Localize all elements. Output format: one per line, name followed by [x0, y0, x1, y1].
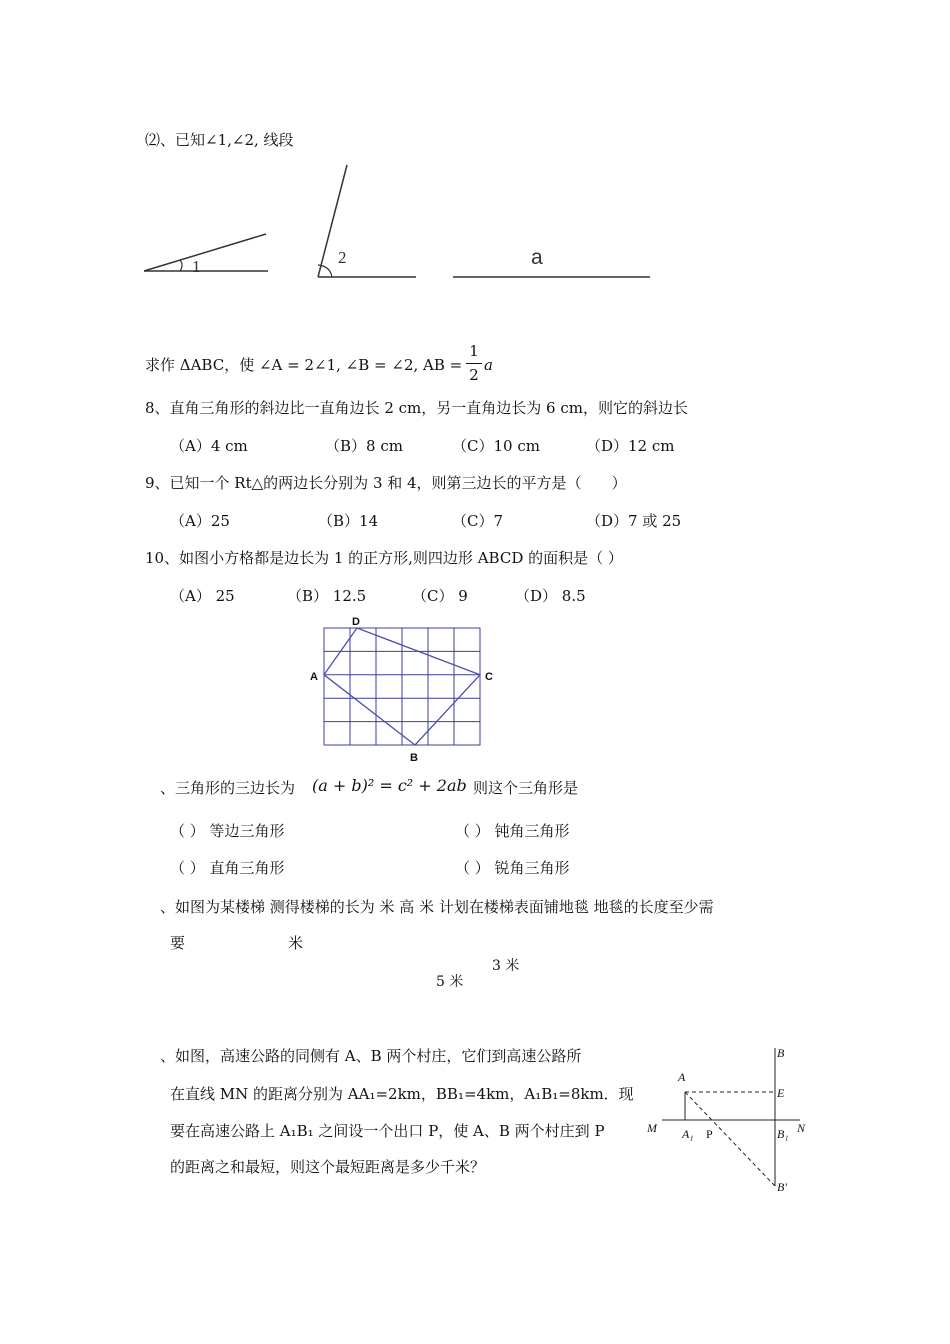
- q8-option-d: （D）12 cm: [586, 437, 675, 455]
- segment-a-figure: [450, 240, 655, 280]
- q13-label-a1: A₁: [682, 1127, 694, 1141]
- q13-line2: 在直线 MN 的距离分别为 AA₁=2km，BB₁=4km，A₁B₁=8km．现: [170, 1085, 634, 1103]
- q13-label-a: A: [678, 1070, 686, 1084]
- q8-option-b: （B）8 cm: [325, 437, 403, 455]
- q13-label-m: M: [647, 1121, 657, 1135]
- q13-label-e: E: [777, 1086, 785, 1100]
- q2-fraction-denominator: 2: [469, 366, 479, 384]
- q11-suffix: 则这个三角形是: [473, 779, 579, 797]
- q10-text: 10、如图小方格都是边长为 1 的正方形,则四边形 ABCD 的面积是（ ）: [145, 549, 623, 567]
- q8-text: 8、直角三角形的斜边比一直角边长 2 cm，另一直角边长为 6 cm，则它的斜边长: [145, 399, 688, 417]
- q11-option-2: （ ） 钝角三角形: [455, 822, 570, 840]
- q11-option-3: （ ） 直角三角形: [170, 859, 285, 877]
- q11-formula: (a + b)² = c² + 2ab: [312, 776, 467, 795]
- q12-height-label: 3 米: [492, 958, 520, 974]
- q13-label-b: B: [777, 1046, 785, 1060]
- q13-line1: 、如图，高速公路的同侧有 A、B 两个村庄，它们到高速公路所: [160, 1047, 582, 1065]
- q12-line2-a: 要: [170, 934, 186, 952]
- q12-length-label: 5 米: [436, 974, 464, 990]
- q2-fraction-bar: [466, 363, 482, 364]
- angle-2-figure: [310, 160, 420, 280]
- q9-text: 9、已知一个 Rt△的两边长分别为 3 和 4，则第三边长的平方是（ ）: [145, 474, 627, 492]
- q10-option-b: （B） 12.5: [287, 587, 367, 605]
- q12-line1: 、如图为某楼梯 测得楼梯的长为 米 高 米 计划在楼梯表面铺地毯 地毯的长度至少需: [160, 898, 714, 916]
- q9-option-b: （B）14: [318, 512, 379, 530]
- q12-line2-b: 米: [288, 934, 304, 952]
- q11-option-4: （ ） 锐角三角形: [455, 859, 570, 877]
- q10-label-b: B: [410, 752, 418, 764]
- q10-grid-figure: [305, 612, 505, 767]
- angle-1-label: 1: [192, 257, 201, 276]
- q13-line4: 的距离之和最短，则这个最短距离是多少千米？: [170, 1158, 486, 1176]
- q13-label-n: N: [797, 1121, 806, 1135]
- q2-task-suffix: a: [484, 356, 493, 374]
- q10-label-c: C: [485, 671, 493, 683]
- q11-option-1: （ ） 等边三角形: [170, 822, 285, 840]
- q8-option-a: （A）4 cm: [170, 437, 248, 455]
- q9-option-d: （D）7 或 25: [586, 512, 682, 530]
- q13-line3: 要在高速公路上 A₁B₁ 之间设一个出口 P，使 A、B 两个村庄到 P: [170, 1122, 605, 1140]
- q10-label-d: D: [352, 616, 360, 628]
- q13-highway-figure: [640, 1040, 820, 1194]
- q13-label-b-prime: B′: [777, 1180, 787, 1194]
- q9-option-c: （C）7: [452, 512, 504, 530]
- q10-option-c: （C） 9: [412, 587, 468, 605]
- q13-label-p: P: [706, 1127, 713, 1141]
- q10-option-a: （A） 25: [170, 587, 235, 605]
- q10-label-a: A: [310, 671, 318, 683]
- q13-label-b1: B₁: [777, 1127, 789, 1141]
- angle-1-figure: [140, 225, 280, 280]
- q10-option-d: （D） 8.5: [515, 587, 586, 605]
- q2-task: 求作 ΔABC，使 ∠A = 2∠1, ∠B = ∠2, AB =: [145, 356, 463, 374]
- segment-a-label: a: [531, 246, 543, 269]
- q9-option-a: （A）25: [170, 512, 230, 530]
- q11-prefix: 、三角形的三边长为: [160, 779, 296, 797]
- angle-2-label: 2: [338, 248, 347, 267]
- q8-option-c: （C）10 cm: [452, 437, 540, 455]
- q2-fraction-numerator: 1: [469, 342, 479, 360]
- q2-intro: ⑵、已知∠1,∠2, 线段: [145, 131, 294, 149]
